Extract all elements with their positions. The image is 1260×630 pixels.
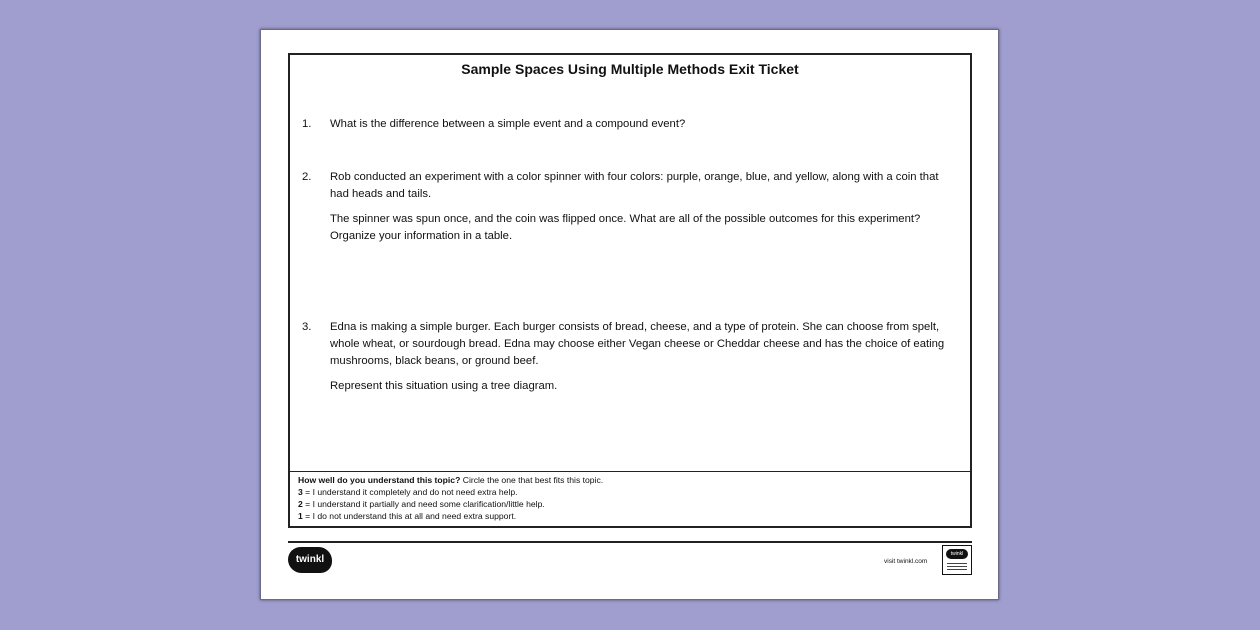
question-text: Edna is making a simple burger. Each burger consists of bread, cheese, and a type of protein. She can choose from spelt, whole wheat, or sourdough bread. Edna may choose either Vegan cheese or Cheddar cheese and has the choice of eating mushrooms, black beans, or ground beef.: [330, 321, 945, 367]
self-assessment-level: 2 = I understand it partially and need some clarification/little help.: [298, 499, 545, 509]
twinkl-logo-icon: twinkl: [288, 547, 332, 573]
question-2: [302, 169, 950, 253]
self-assessment: [290, 471, 970, 526]
quality-badge-icon: [942, 545, 972, 575]
question-number: 2.: [302, 171, 312, 183]
visit-link[interactable]: visit twinkl.com: [884, 558, 928, 565]
worksheet-page: [260, 29, 999, 600]
self-assessment-prompt: How well do you understand this topic? Circle the one that best fits this topic.: [298, 475, 604, 485]
question-3: [302, 319, 950, 403]
worksheet-frame: [288, 53, 972, 528]
question-1: [302, 116, 950, 141]
question-text: The spinner was spun once, and the coin was flipped once. What are all of the possible outcomes for this experiment? Organize your information in a table.: [330, 213, 921, 242]
worksheet-title: Sample Spaces Using Multiple Methods Exit Ticket: [461, 61, 799, 77]
badge-lines: [947, 563, 967, 564]
question-text: Represent this situation using a tree diagram.: [330, 380, 558, 392]
question-text: What is the difference between a simple event and a compound event?: [330, 118, 686, 130]
self-assessment-level: 3 = I understand it completely and do not need extra help.: [298, 487, 518, 497]
badge-logo: twinkl: [946, 549, 968, 559]
question-text: Rob conducted an experiment with a color spinner with four colors: purple, orange, blue, and yellow, along with a coin that had heads and tails.: [330, 171, 939, 200]
question-number: 1.: [302, 118, 312, 130]
self-assessment-level: 1 = I do not understand this at all and need extra support.: [298, 511, 517, 521]
question-number: 3.: [302, 321, 312, 333]
footer-divider: [288, 541, 972, 543]
